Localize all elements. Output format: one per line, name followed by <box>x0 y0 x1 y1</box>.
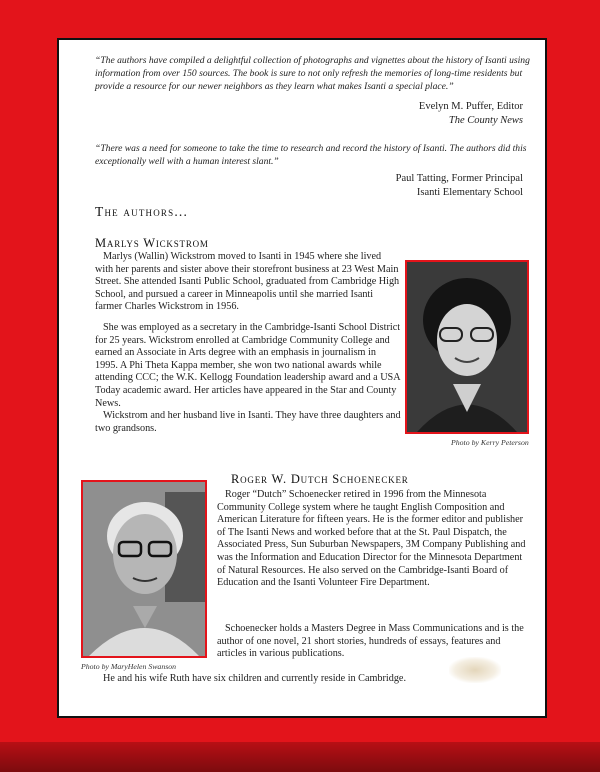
author-1-paragraph-3: Wickstrom and her husband live in Isanti. They have three daughters and two grandsons. <box>95 410 401 434</box>
author-2-paragraph-3: He and his wife Ruth have six children and currently reside in Cambridge. <box>103 673 406 684</box>
quote-2-author: Paul Tatting, Former Principal <box>395 173 523 184</box>
author-2-portrait-icon <box>83 482 205 656</box>
quote-1-text: “The authors have compiled a delightful collection of photographs and vignettes about the history of Isanti using information from over 150 sources. The book is sure to not only refresh the memories of long-time residents but provide a resource for our newer neighbors as they learn what makes Isanti a special place.” <box>95 55 530 93</box>
quote-1-author: Evelyn M. Puffer, Editor <box>418 101 523 112</box>
author-2-name: Roger W. Dutch Schoenecker <box>231 472 409 486</box>
author-1-portrait-icon <box>407 262 527 432</box>
author-1-photo-credit: Photo by Kerry Peterson <box>451 438 529 447</box>
author-2-paragraph-2: Schoenecker holds a Masters Degree in Mass Communications and is the author of one novel, 21 short stories, hundreds of essays, features and articles in various publications. <box>217 623 524 660</box>
author-1-photo <box>405 260 529 434</box>
quote-2-text: “There was a need for someone to take the time to research and record the history of Isanti. The authors did this exceptionally well with a human interest slant.” <box>95 143 527 168</box>
author-2-photo-credit: Photo by MaryHelen Swanson <box>81 662 177 671</box>
back-cover-page <box>57 38 547 718</box>
author-1-name: Marlys Wickstrom <box>95 236 209 250</box>
author-2-paragraph-1: Roger “Dutch” Schoenecker retired in 1996 from the Minnesota Community College system where he taught English Composition and American Literature for fifteen years. He is the former editor and publisher of The Isanti News and worked before that at the St. Paul Dispatch, the Associated Press, Sun Suburban Newspapers, 3M Company Publishing and was the Information and Education Director for the Minnesota Department of Natural Resources. He also served on the Cambridge-Isanti Board of Education and the Isanti Volunteer Fire Department. <box>217 489 526 589</box>
quote-2-attribution <box>396 172 523 200</box>
author-2-photo <box>81 480 207 658</box>
author-1-paragraph-2: She was employed as a secretary in the Cambridge-Isanti School District for 25 years. Wickstrom enrolled at Cambridge Community College and earned an Associate in Arts degree with an emphasis in journalism in 1995. A Phi Theta Kappa member, she won two national awards while attending CCC; the W.K. Kellogg Foundation leadership award and a USA Today academic award. Her articles have appeared in the Star and County News. <box>95 322 401 409</box>
authors-section-title: The authors... <box>95 204 189 219</box>
book-bottom-edge <box>0 742 600 772</box>
quote-1-attribution <box>419 100 523 128</box>
paper-stain <box>449 657 501 683</box>
author-1-paragraph-1: Marlys (Wallin) Wickstrom moved to Isanti in 1945 where she lived with her parents and sister above their storefront business at 23 West Main Street. She attended Isanti Public School, graduated from Cambridge High School, and pursued a career in Minneapolis until she married Isanti farmer Charles Wickstrom in 1956. <box>95 251 400 313</box>
quote-1-publication: The County News <box>448 115 523 126</box>
quote-2-publication: Isanti Elementary School <box>416 187 523 198</box>
